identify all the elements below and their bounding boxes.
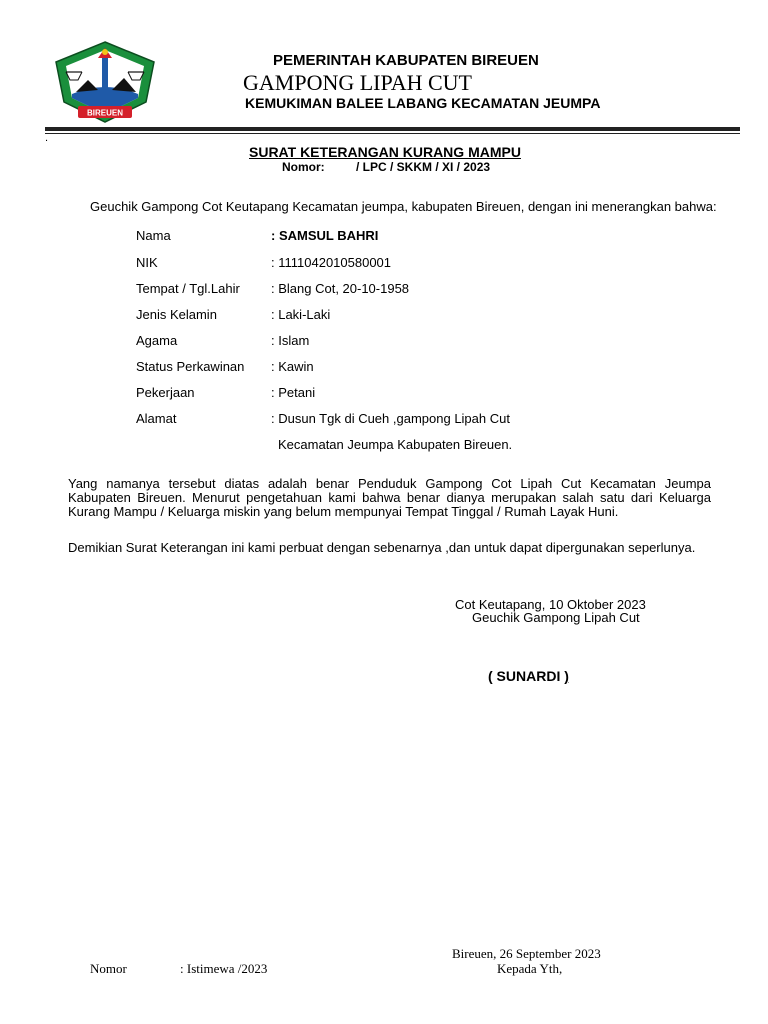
field-label-occupation: Pekerjaan xyxy=(136,385,195,400)
letterhead-government: PEMERINTAH KABUPATEN BIREUEN xyxy=(273,52,539,69)
field-label-nik: NIK xyxy=(136,255,158,270)
letterhead-village: GAMPONG LIPAH CUT xyxy=(243,70,472,95)
field-label-nama: Nama xyxy=(136,228,171,243)
field-label-marital: Status Perkawinan xyxy=(136,359,245,374)
field-value-address: : Dusun Tgk di Cueh ,gampong Lipah Cut xyxy=(271,411,510,426)
field-value-religion: : Islam xyxy=(271,333,310,348)
letter-number-label: Nomor: xyxy=(282,160,325,174)
field-label-address: Alamat xyxy=(136,411,177,426)
footer-nomor-label: Nomor xyxy=(90,961,127,976)
letter-title: SURAT KETERANGAN KURANG MAMPU xyxy=(249,144,521,160)
field-label-religion: Agama xyxy=(136,333,178,348)
signature-name xyxy=(488,668,569,684)
bireuen-regency-emblem-icon xyxy=(52,40,158,124)
field-value-birth: : Blang Cot, 20-10-1958 xyxy=(271,281,410,296)
field-value-gender: : Laki-Laki xyxy=(271,307,331,322)
letterhead-district: KEMUKIMAN BALEE LABANG KECAMATAN JEUMPA xyxy=(245,95,601,111)
field-value-address-line2: Kecamatan Jeumpa Kabupaten Bireuen. xyxy=(278,437,513,452)
letterhead-rule-thick xyxy=(45,127,740,131)
field-value-nama: : SAMSUL BAHRI xyxy=(271,228,379,243)
footer-recipient: Kepada Yth, xyxy=(497,961,563,976)
letter-intro: Geuchik Gampong Cot Keutapang Kecamatan jeumpa, kabupaten Bireuen, dengan ini menerangkan bahwa: xyxy=(90,199,717,214)
statement-paragraph: Yang namanya tersebut diatas adalah benar Penduduk Gampong Cot Lipah Cut Kecamatan Jeumpa Kabupaten Bireuen. Menurut pengetahuan kami bahwa benar dianya merupakan salah satu dari Keluarga Kurang Mampu / Keluarga miskin yang belum mempunyai Tempat Tinggal / Rumah Layak Huni. xyxy=(68,476,711,519)
field-label-gender: Jenis Kelamin xyxy=(136,307,217,322)
signature-title: Geuchik Gampong Lipah Cut xyxy=(472,610,640,625)
signature-name-text: ( SUNARDI xyxy=(488,668,565,684)
footer-nomor-value: : Istimewa /2023 xyxy=(180,961,268,976)
field-label-birth: Tempat / Tgl.Lahir xyxy=(136,281,240,296)
closing-paragraph: Demikian Surat Keterangan ini kami perbuat dengan sebenarnya ,dan untuk dapat dipergunakan seperlunya. xyxy=(68,540,696,555)
field-value-marital: : Kawin xyxy=(271,359,314,374)
emblem-banner-text: BIREUEN xyxy=(86,108,124,118)
signature-place-date: Cot Keutapang, 10 Oktober 2023 xyxy=(455,597,646,612)
signature-name-close: ) xyxy=(564,668,569,684)
field-value-nik: : 1111042010580001 xyxy=(271,255,392,270)
footer-date: Bireuen, 26 September 2023 xyxy=(452,946,601,961)
field-value-occupation: : Petani xyxy=(271,385,316,400)
letterhead-rule-thin xyxy=(45,133,740,134)
letter-number-value: / LPC / SKKM / XI / 2023 xyxy=(356,160,491,174)
stray-dot: . xyxy=(45,132,49,144)
